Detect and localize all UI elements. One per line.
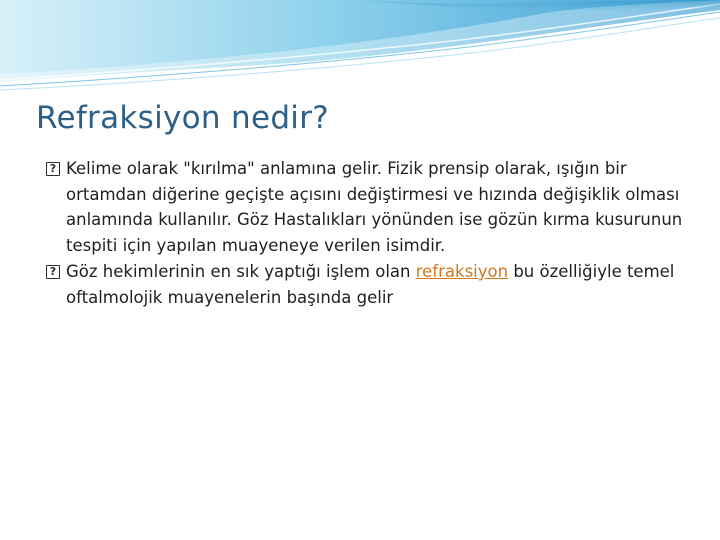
bullet-item-definition — [46, 156, 686, 258]
bullet-list — [46, 156, 686, 311]
bullet-text-definition: Kelime olarak "kırılma" anlamına gelir. Fizik prensip olarak, ışığın bir ortamdan diğerine geçişte açısını değiştirmesi ve hızında değişiklik olması anlamında kullanılır. Göz Hastalıkları yönünden ise gözün kırma kusurunun tespiti için yapılan muayeneye verilen isimdir. — [66, 159, 683, 255]
missing-glyph-bullet-icon: ? — [46, 265, 60, 279]
bullet-item-exam — [46, 259, 686, 310]
missing-glyph-bullet-icon: ? — [46, 162, 60, 176]
header-wave-decoration — [0, 0, 720, 110]
refraksiyon-link[interactable]: refraksiyon — [415, 262, 509, 281]
slide-title: Refraksiyon nedir? — [36, 100, 330, 136]
bullet-text-exam-before: Göz hekimlerinin en sık yaptığı işlem olan — [66, 262, 416, 281]
bullet-text-exam-after: bu özelliğiyle temel oftalmolojik muayenelerin başında gelir — [66, 262, 675, 307]
